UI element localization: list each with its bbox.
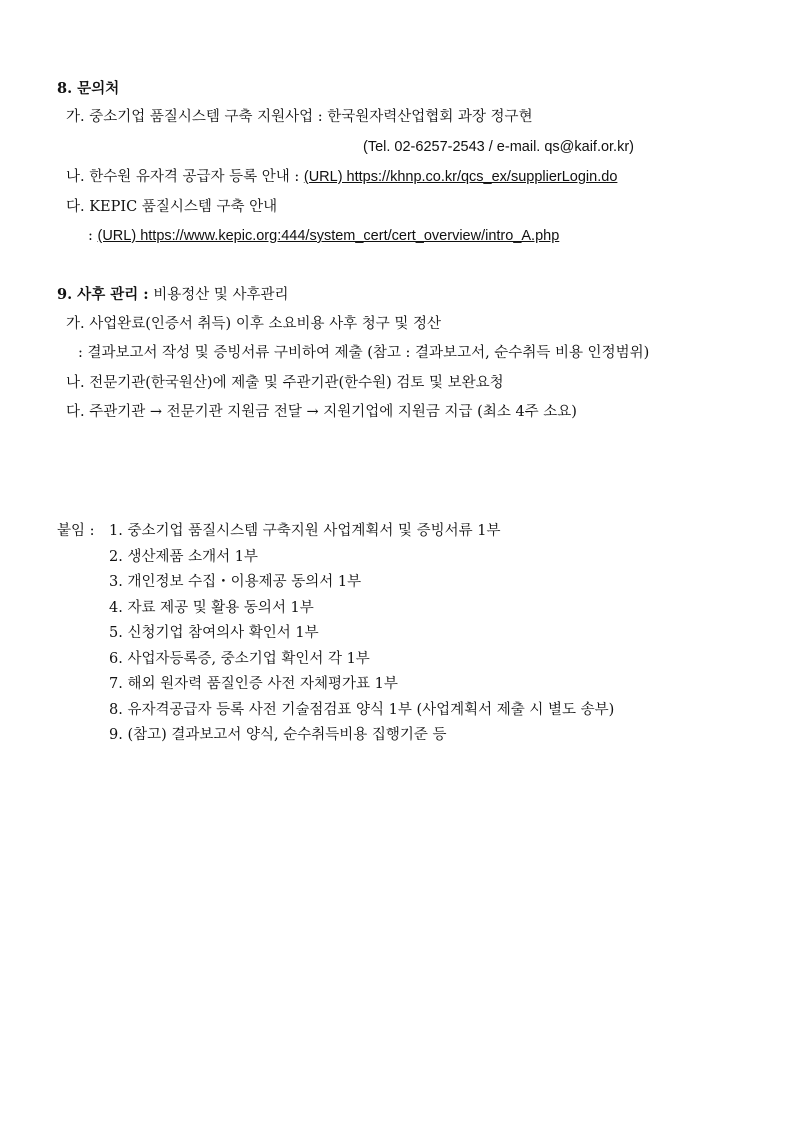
attachment-item: 6. 사업자등록증, 중소기업 확인서 각 1부 (109, 651, 370, 667)
section-9-item-ga: 가. 사업완료(인증서 취득) 이후 소요비용 사후 청구 및 정산 (66, 316, 441, 332)
khnp-supplier-link[interactable]: (URL) https://khnp.co.kr/qcs_ex/supplierLogin.do (303, 169, 618, 185)
section-8-item-ga: 가. 중소기업 품질시스템 구축 지원사업 : 한국원자력산업협회 과장 정구현 (66, 109, 533, 125)
attachment-item: 5. 신청기업 참여의사 확인서 1부 (109, 625, 319, 641)
attachment-item: 2. 생산제품 소개서 1부 (109, 549, 258, 565)
section-8-item-da: 다. KEPIC 품질시스템 구축 안내 (66, 199, 278, 215)
section-8-item-na-label: 나. 한수원 유자격 공급자 등록 안내 : (66, 169, 304, 185)
attachment-item: 8. 유자격공급자 등록 사전 기술점검표 양식 1부 (사업계획서 제출 시 별도 송부) (109, 702, 615, 718)
section-9-heading-desc: 비용정산 및 사후관리 (153, 287, 289, 303)
kepic-system-cert-link[interactable]: (URL) https://www.kepic.org:444/system_cert/cert_overview/intro_A.php (97, 228, 560, 244)
section-8-item-na (66, 167, 617, 187)
section-8-item-da-prefix: : (88, 228, 98, 244)
attachment-item: 9. (참고) 결과보고서 양식, 순수취득비용 집행기준 등 (109, 727, 447, 743)
section-9-item-da: 다. 주관기관 → 전문기관 지원금 전달 → 지원기업에 지원금 지급 (최소 4주 소요) (66, 404, 577, 420)
attachment-item: 3. 개인정보 수집・이용제공 동의서 1부 (109, 574, 362, 590)
section-8-heading: 8. 문의처 (57, 80, 120, 97)
section-9-item-na: 나. 전문기관(한국원산)에 제출 및 주관기관(한수원) 검토 및 보완요청 (66, 375, 504, 391)
attachment-item: 7. 해외 원자력 품질인증 사전 자체평가표 1부 (109, 676, 398, 692)
attachment-item: 1. 중소기업 품질시스템 구축지원 사업계획서 및 증빙서류 1부 (109, 523, 501, 539)
section-8-item-da-url (88, 226, 559, 246)
attachments-label: 붙임 : (57, 523, 95, 539)
section-9-heading-line (57, 285, 289, 305)
section-9-heading: 9. 사후 관리 : (57, 286, 149, 303)
section-9-item-ga-sub: : 결과보고서 작성 및 증빙서류 구비하여 제출 (참고 : 결과보고서, 순수취득 비용 인정범위) (78, 345, 650, 361)
section-8-contact: (Tel. 02-6257-2543 / e-mail. qs@kaif.or.kr) (363, 139, 634, 155)
attachment-item: 4. 자료 제공 및 활용 동의서 1부 (109, 600, 314, 616)
